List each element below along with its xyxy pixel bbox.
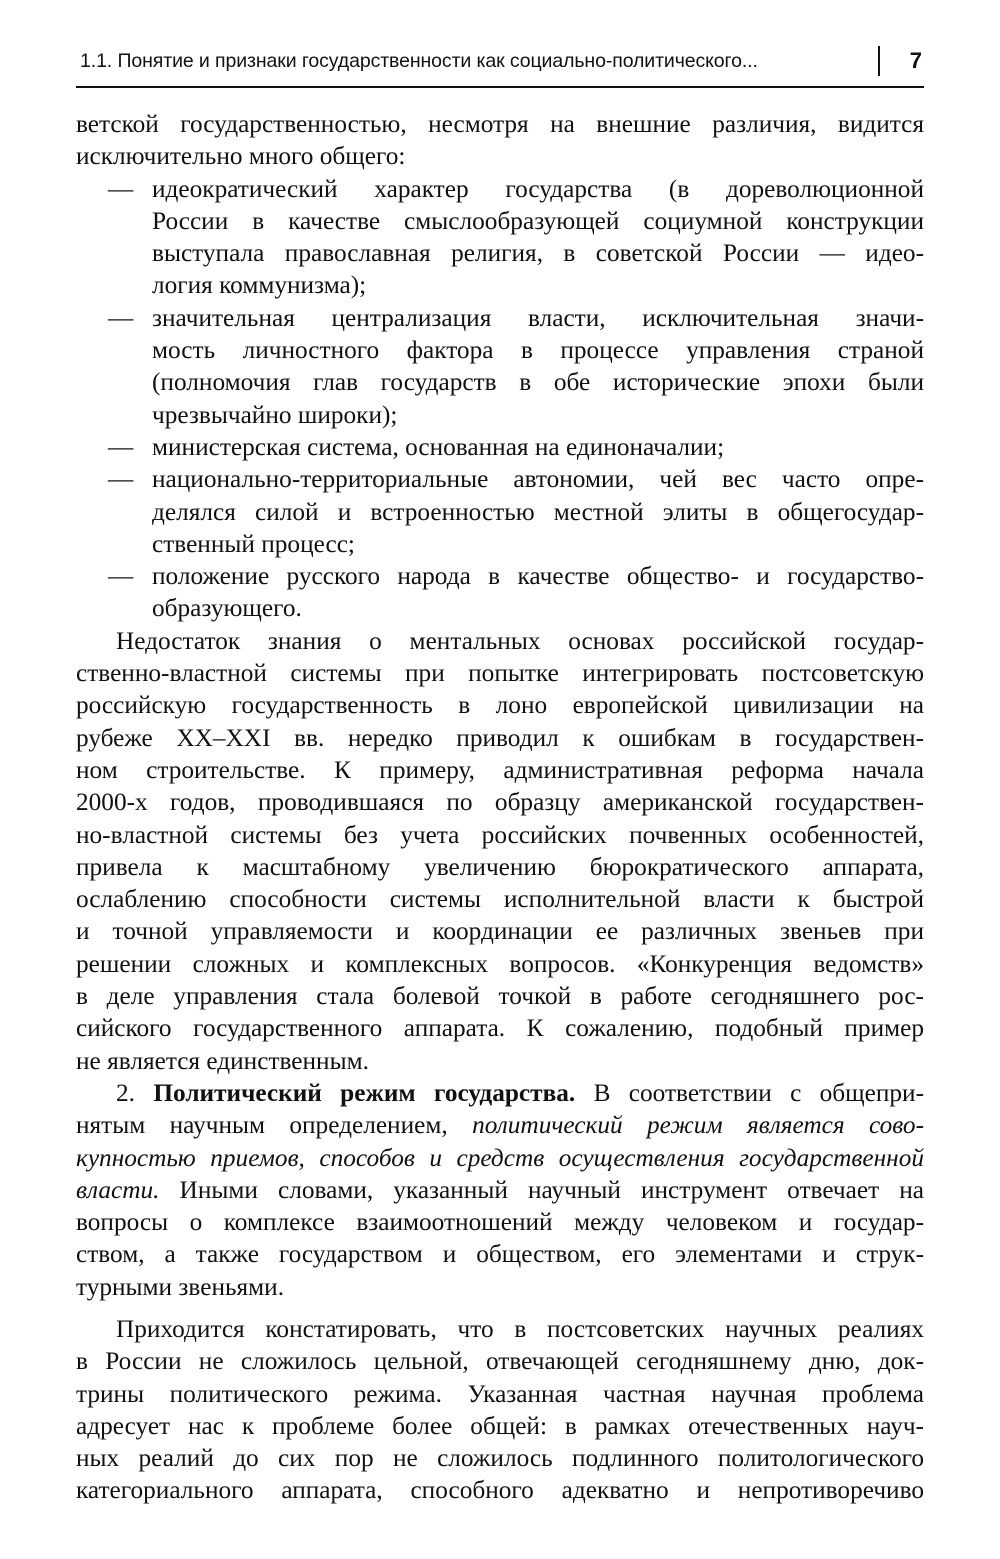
paragraph-line: трины политического режима. Указанная частная научная проблема (76, 1379, 924, 1408)
paragraph-line: власти. Иными словами, указанный научный инструмент отвечает на (76, 1175, 924, 1204)
paragraph-line: 2000-х годов, проводившаяся по образцу американской государствен- (76, 788, 924, 817)
dash-bullet: — (108, 174, 134, 203)
paragraph-line: в России не сложилось цельной, отвечающей сегодняшнему дню, док- (76, 1347, 924, 1376)
paragraph-line: турными звеньями. (76, 1272, 285, 1301)
definition-italic: политический режим является сово- (472, 1111, 924, 1140)
paragraph-line: ственно-властной системы при попытке интегрировать постсоветскую (76, 659, 924, 688)
paragraph-line: ных реалий до сих пор не сложилось подлинного политологического (76, 1444, 924, 1473)
list-item-line: логия коммунизма); (152, 271, 367, 300)
section-number: 2. (116, 1078, 135, 1107)
list-item-line: образующего. (152, 594, 302, 623)
paragraph-line: но-властной системы без учета российских почвенных особенностей, (76, 820, 924, 849)
paragraph-line: рубеже XX–XXI вв. нередко приводил к ошибкам в государствен- (76, 723, 924, 752)
list-item-line: — национально-территориальные автономии, чей вес часто опре- (76, 463, 924, 495)
paragraph-line: адресует нас к проблеме более общей: в рамках отечественных науч- (76, 1411, 924, 1440)
list-item-line: — министерская система, основанная на единоначалии; (76, 431, 924, 463)
paragraph-line: вопросы о комплексе взаимоотношений между человеком и государ- (76, 1208, 924, 1237)
list-item-line: (полномочия глав государств в обе исторические эпохи были (152, 368, 924, 397)
list-item-line: России в качестве смыслообразующей социумной конструкции (152, 206, 924, 235)
list-item-line: мость личностного фактора в процессе управления страной (152, 336, 924, 365)
dash-bullet: — (108, 562, 134, 591)
header-separator (878, 46, 880, 76)
paragraph-line: сийского государственного аппарата. К сожалению, подобный пример (76, 1014, 924, 1043)
paragraph-line (76, 1142, 924, 1174)
list-item-line: делялся силой и встроенностью местной элиты в общегосудар- (152, 497, 924, 526)
dash-bullet: — (108, 432, 134, 461)
list-item-line: ственный процесс; (152, 529, 355, 558)
paragraph-line: ством, а также государством и обществом, его элементами и струк- (76, 1240, 924, 1269)
paragraph-line: привела к масштабному увеличению бюрократического аппарата, (76, 852, 924, 881)
paragraph-line: ослаблению способности системы исполнительной власти к быстрой (76, 885, 924, 914)
paragraph-line: категориального аппарата, способного адекватно и непротиворечиво (76, 1476, 924, 1505)
dash-bullet: — (108, 303, 134, 332)
list-item-line: — положение русского народа в качестве общество- и государство- (76, 560, 924, 592)
paragraph-line: ном строительстве. К примеру, административная реформа начала (76, 755, 924, 784)
paragraph-gap (76, 1303, 924, 1313)
paragraph-line: и точной управляемости и координации ее различных звеньев при (76, 917, 924, 946)
running-title: 1.1. Понятие и признаки государственности как социально-политического... (80, 50, 758, 72)
definition-italic: власти. (76, 1175, 160, 1204)
section-heading: Политический режим государства. (153, 1078, 576, 1107)
dash-bullet: — (108, 465, 134, 494)
paragraph-line: Недостаток знания о ментальных основах российской государ- (116, 626, 924, 655)
paragraph-line: российскую государственность в лоно европейской цивилизации на (76, 691, 924, 720)
text-line: ветской государственностью, несмотря на внешние различия, видится (76, 110, 924, 138)
list-item-line: — идеократический характер государства (в дореволюционной (76, 173, 924, 205)
paragraph-line: 2. Политический режим государства. В соответствии с общепри- (116, 1078, 924, 1107)
paragraph-line: решении сложных и комплексных вопросов. «Конкуренция ведомств» (76, 949, 924, 978)
list-item-line: чрезвычайно широки); (152, 400, 398, 429)
running-header (76, 40, 924, 88)
paragraph-line: не является единственным. (76, 1046, 369, 1075)
page-number: 7 (909, 48, 922, 73)
list-item-line: выступала православная религия, в советской России — идео- (152, 239, 924, 268)
body-text (76, 108, 924, 1507)
text-line: исключительно много общего: (76, 142, 406, 171)
definition-italic: купностью приемов, способов и средств осуществления государственной (76, 1143, 924, 1172)
paragraph-line: в деле управления стала болевой точкой в работе сегодняшнего рос- (76, 982, 924, 1011)
paragraph-line: Приходится констатировать, что в постсоветских научных реалиях (116, 1314, 924, 1343)
paragraph-line: нятым научным определением, политический режим является сово- (76, 1111, 924, 1140)
list-item-line: — значительная централизация власти, исключительная значи- (76, 302, 924, 334)
